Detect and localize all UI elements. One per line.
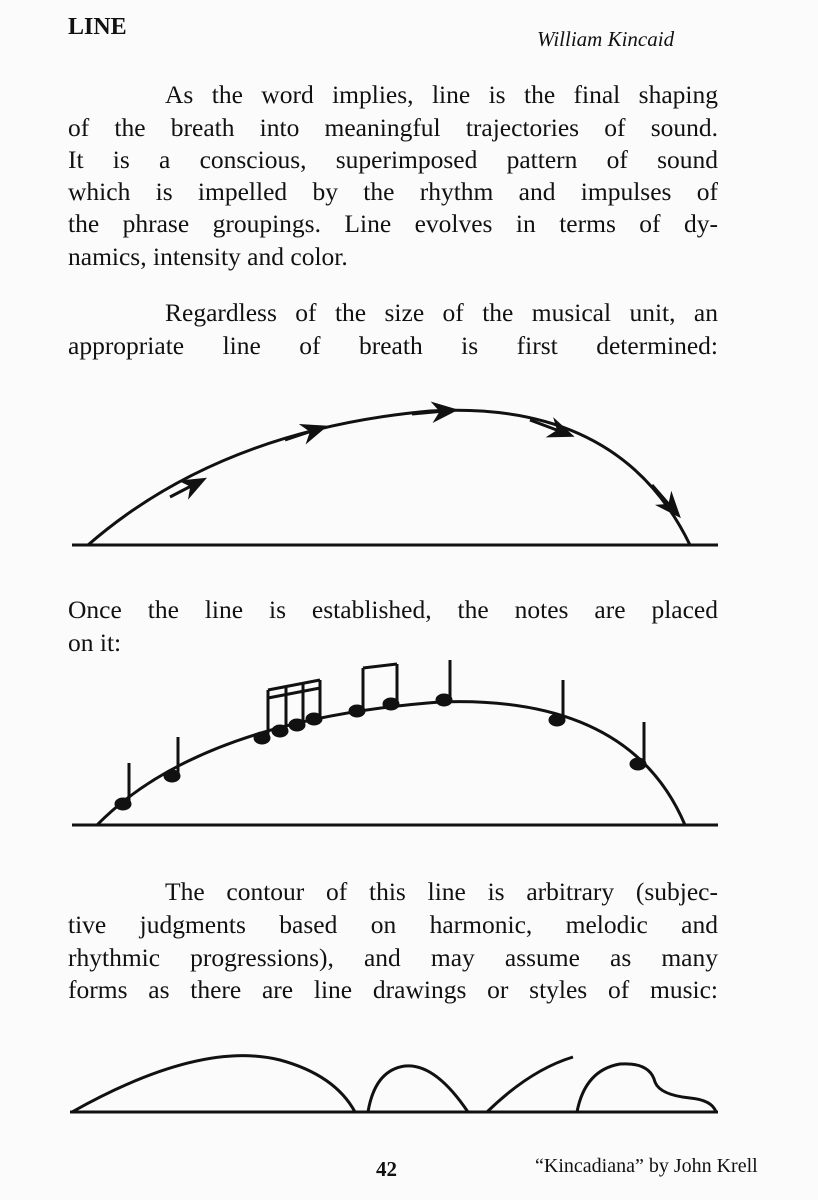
- text-line: forms as there are line drawings or styles of music:: [68, 975, 718, 1004]
- text-line: on it:: [68, 628, 122, 657]
- text-line: As the word implies, line is the final shaping: [165, 80, 718, 109]
- contour-shape: [72, 1056, 355, 1112]
- contour-shape: [487, 1057, 573, 1112]
- text-line: The contour of this line is arbitrary (subjec-: [165, 877, 718, 906]
- arrow-icon: [652, 485, 672, 508]
- source-credit: “Kincadiana” by John Krell: [535, 1155, 758, 1177]
- arrow-icon: [285, 430, 315, 440]
- text-line: Regardless of the size of the musical unit, an: [165, 298, 718, 327]
- author-name: William Kincaid: [537, 27, 675, 51]
- text-line: of the breath into meaningful trajectories of sound.: [68, 113, 718, 142]
- notes-diagram: [72, 660, 718, 825]
- text-line: appropriate line of breath is first determined:: [68, 331, 718, 360]
- contour-forms-diagram: [70, 1056, 718, 1112]
- arc: [88, 410, 690, 545]
- text-line: tive judgments based on harmonic, melodic and: [68, 910, 718, 939]
- text-line: which is impelled by the rhythm and impulses of: [68, 177, 718, 206]
- contour-shape: [368, 1066, 468, 1112]
- breath-line-diagram: [72, 410, 718, 545]
- note-stems: [129, 660, 644, 802]
- arc: [97, 702, 685, 825]
- text-line: the phrase groupings. Line evolves in terms of dy-: [68, 209, 718, 238]
- contour-shape: [577, 1064, 716, 1112]
- text-line: It is a conscious, superimposed pattern of sound: [68, 145, 718, 174]
- text-line: Once the line is established, the notes are placed: [68, 595, 718, 624]
- text-line: namics, intensity and color.: [68, 242, 348, 271]
- page-number: 42: [376, 1157, 397, 1181]
- note-heads: [116, 695, 645, 809]
- section-title: LINE: [68, 14, 127, 40]
- text-line: rhythmic progressions), and may assume as many: [68, 943, 718, 972]
